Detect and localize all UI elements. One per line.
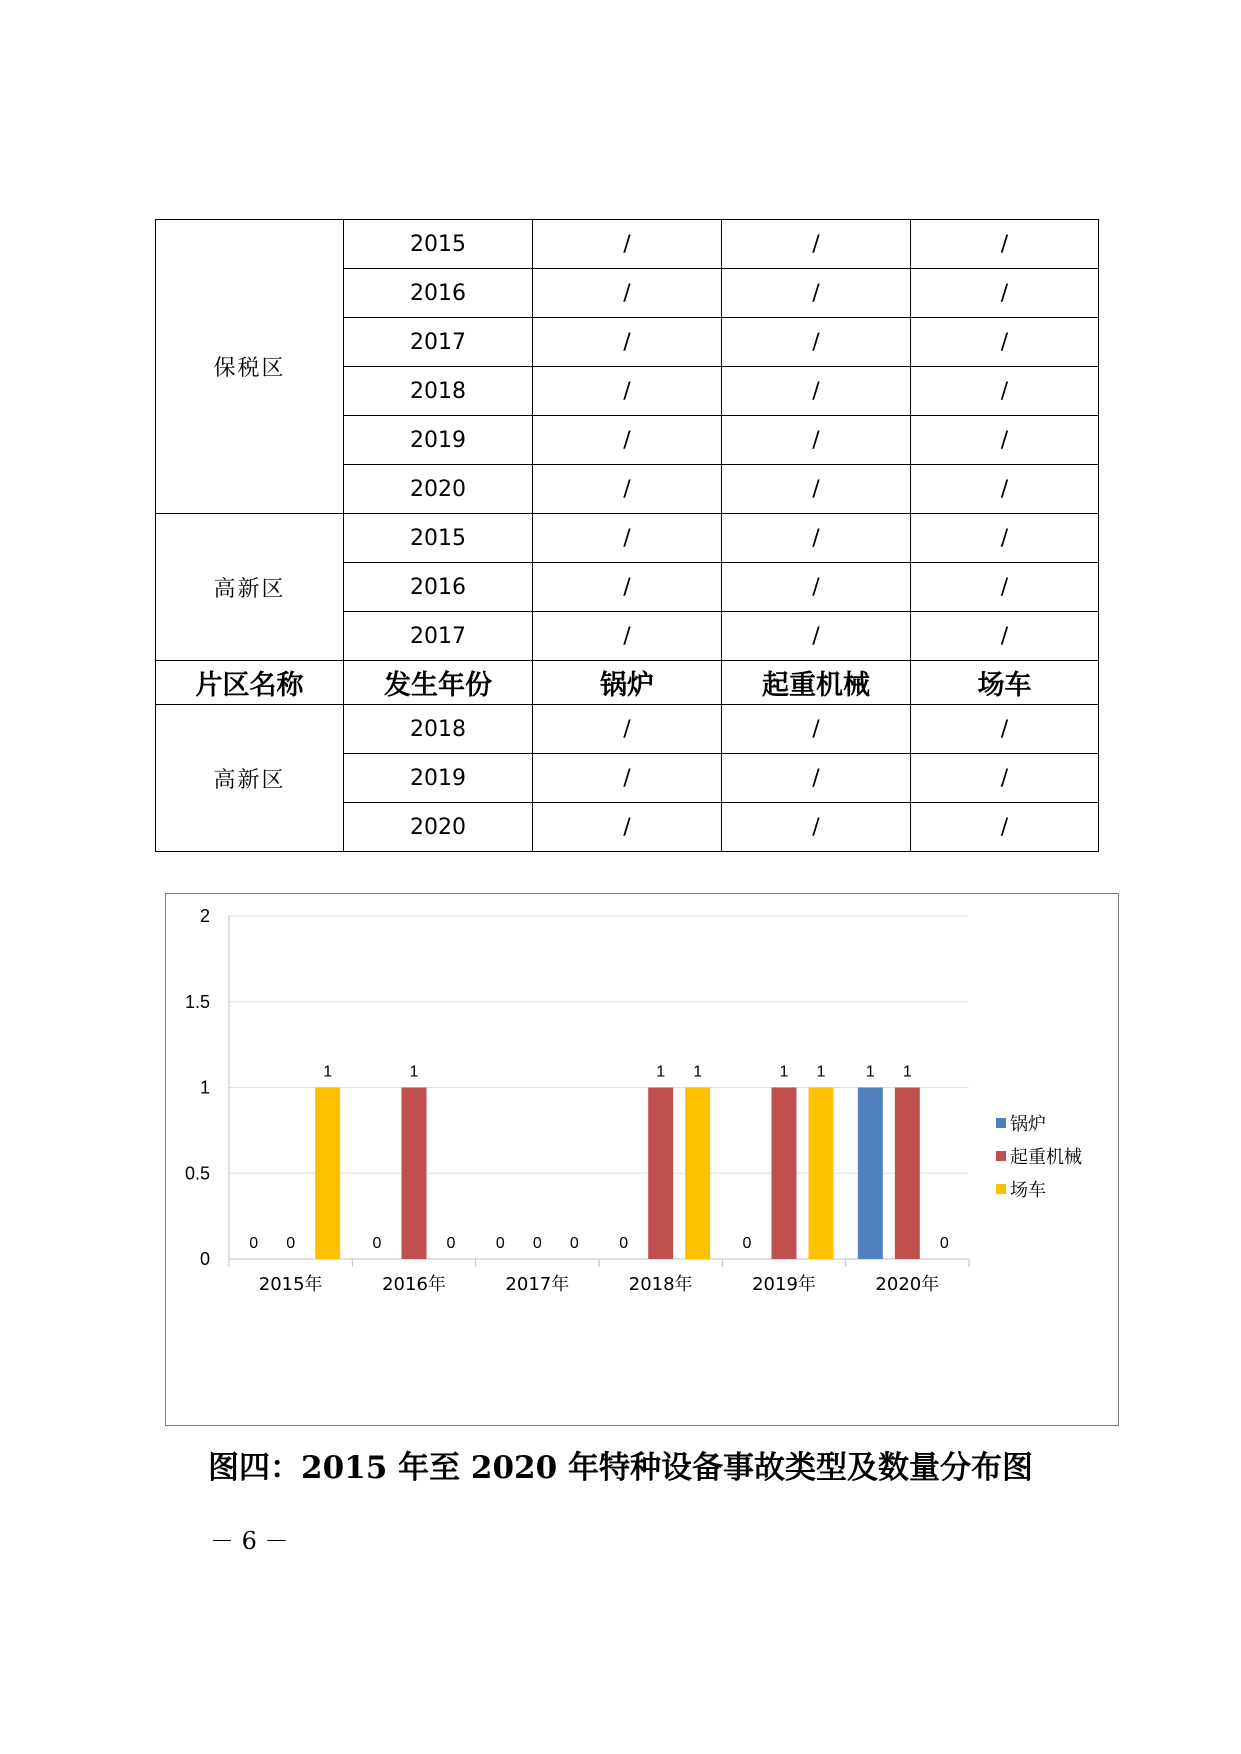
- boiler-cell: /: [533, 465, 722, 514]
- data-label: 0: [372, 1235, 382, 1252]
- boiler-cell: /: [533, 220, 722, 269]
- crane-cell: /: [722, 563, 911, 612]
- year-cell: 2015: [344, 220, 533, 269]
- data-label: 1: [656, 1063, 666, 1081]
- data-label: 1: [409, 1063, 419, 1081]
- vehicle-cell: /: [911, 269, 1099, 318]
- region-cell: 高新区: [156, 514, 344, 661]
- boiler-cell: /: [533, 416, 722, 465]
- y-tick-label: 1.5: [184, 991, 210, 1012]
- header-crane: 起重机械: [722, 661, 911, 705]
- crane-cell: /: [722, 803, 911, 852]
- vehicle-cell: /: [911, 612, 1099, 661]
- crane-cell: /: [722, 220, 911, 269]
- crane-cell: /: [722, 514, 911, 563]
- x-tick-label: 2015年: [258, 1274, 323, 1295]
- year-cell: 2015: [344, 514, 533, 563]
- data-label: 1: [693, 1063, 703, 1081]
- legend-swatch: [996, 1151, 1006, 1161]
- vehicle-cell: /: [911, 514, 1099, 563]
- vehicle-cell: /: [911, 803, 1099, 852]
- year-cell: 2020: [344, 465, 533, 514]
- vehicle-cell: /: [911, 367, 1099, 416]
- y-tick-label: 0: [199, 1249, 210, 1269]
- table-row: [156, 220, 1099, 269]
- y-tick-label: 1: [199, 1077, 210, 1098]
- year-cell: 2018: [344, 367, 533, 416]
- vehicle-cell: /: [911, 563, 1099, 612]
- vehicle-cell: /: [911, 318, 1099, 367]
- header-year: 发生年份: [344, 661, 533, 705]
- year-cell: 2017: [344, 612, 533, 661]
- data-label: 0: [532, 1235, 542, 1252]
- year-cell: 2019: [344, 754, 533, 803]
- vehicle-cell: /: [911, 754, 1099, 803]
- header-region: 片区名称: [156, 661, 344, 705]
- boiler-cell: /: [533, 705, 722, 754]
- year-cell: 2017: [344, 318, 533, 367]
- crane-cell: /: [722, 705, 911, 754]
- bar: [402, 1088, 427, 1260]
- boiler-cell: /: [533, 269, 722, 318]
- bar: [648, 1088, 673, 1260]
- table-row: [156, 705, 1099, 754]
- legend-label: 锅炉: [1010, 1114, 1046, 1135]
- page-number: － 6 －: [210, 1527, 289, 1555]
- year-cell: 2020: [344, 803, 533, 852]
- bar: [858, 1088, 883, 1260]
- x-tick-label: 2019年: [752, 1274, 816, 1295]
- data-label: 1: [865, 1063, 875, 1081]
- boiler-cell: /: [533, 563, 722, 612]
- data-label: 0: [742, 1235, 752, 1252]
- boiler-cell: /: [533, 612, 722, 661]
- data-label: 1: [779, 1063, 789, 1081]
- data-label: 0: [249, 1235, 259, 1252]
- bar: [809, 1088, 834, 1260]
- data-label: 0: [619, 1235, 629, 1252]
- data-label: 1: [816, 1063, 826, 1081]
- data-label: 0: [495, 1235, 505, 1252]
- legend-label: 场车: [1010, 1180, 1046, 1201]
- data-label: 0: [939, 1235, 949, 1252]
- chart-canvas: [166, 894, 1120, 1427]
- crane-cell: /: [722, 612, 911, 661]
- boiler-cell: /: [533, 514, 722, 563]
- bar: [315, 1088, 340, 1260]
- y-tick-label: 2: [199, 906, 210, 926]
- year-cell: 2019: [344, 416, 533, 465]
- x-tick-label: 2016年: [382, 1274, 446, 1295]
- crane-cell: /: [722, 754, 911, 803]
- legend-label: 起重机械: [1010, 1147, 1082, 1168]
- vehicle-cell: /: [911, 416, 1099, 465]
- data-label: 0: [286, 1235, 296, 1252]
- boiler-cell: /: [533, 367, 722, 416]
- data-label: 1: [323, 1063, 333, 1081]
- x-tick-label: 2017年: [505, 1274, 570, 1295]
- table-row: [156, 514, 1099, 563]
- x-tick-label: 2018年: [628, 1274, 693, 1295]
- data-label: 0: [569, 1235, 579, 1252]
- accident-table: [155, 219, 1099, 852]
- y-tick-label: 0.5: [184, 1163, 210, 1184]
- region-cell: 高新区: [156, 705, 344, 852]
- crane-cell: /: [722, 465, 911, 514]
- x-tick-label: 2020年: [875, 1274, 940, 1295]
- vehicle-cell: /: [911, 465, 1099, 514]
- data-label: 1: [902, 1063, 912, 1081]
- bar: [685, 1088, 710, 1260]
- vehicle-cell: /: [911, 705, 1099, 754]
- boiler-cell: /: [533, 754, 722, 803]
- vehicle-cell: /: [911, 220, 1099, 269]
- legend-swatch: [996, 1184, 1006, 1194]
- crane-cell: /: [722, 318, 911, 367]
- accident-chart: [165, 893, 1119, 1426]
- boiler-cell: /: [533, 318, 722, 367]
- legend-swatch: [996, 1118, 1006, 1128]
- bar: [772, 1088, 797, 1260]
- crane-cell: /: [722, 367, 911, 416]
- boiler-cell: /: [533, 803, 722, 852]
- header-vehicle: 场车: [911, 661, 1099, 705]
- year-cell: 2016: [344, 563, 533, 612]
- bar: [895, 1088, 920, 1260]
- data-label: 0: [446, 1235, 456, 1252]
- year-cell: 2016: [344, 269, 533, 318]
- crane-cell: /: [722, 416, 911, 465]
- header-boiler: 锅炉: [533, 661, 722, 705]
- year-cell: 2018: [344, 705, 533, 754]
- table-header-row: [156, 661, 1099, 705]
- figure-caption: 图四：2015 年至 2020 年特种设备事故类型及数量分布图: [208, 1450, 1033, 1486]
- region-cell: 保税区: [156, 220, 344, 514]
- crane-cell: /: [722, 269, 911, 318]
